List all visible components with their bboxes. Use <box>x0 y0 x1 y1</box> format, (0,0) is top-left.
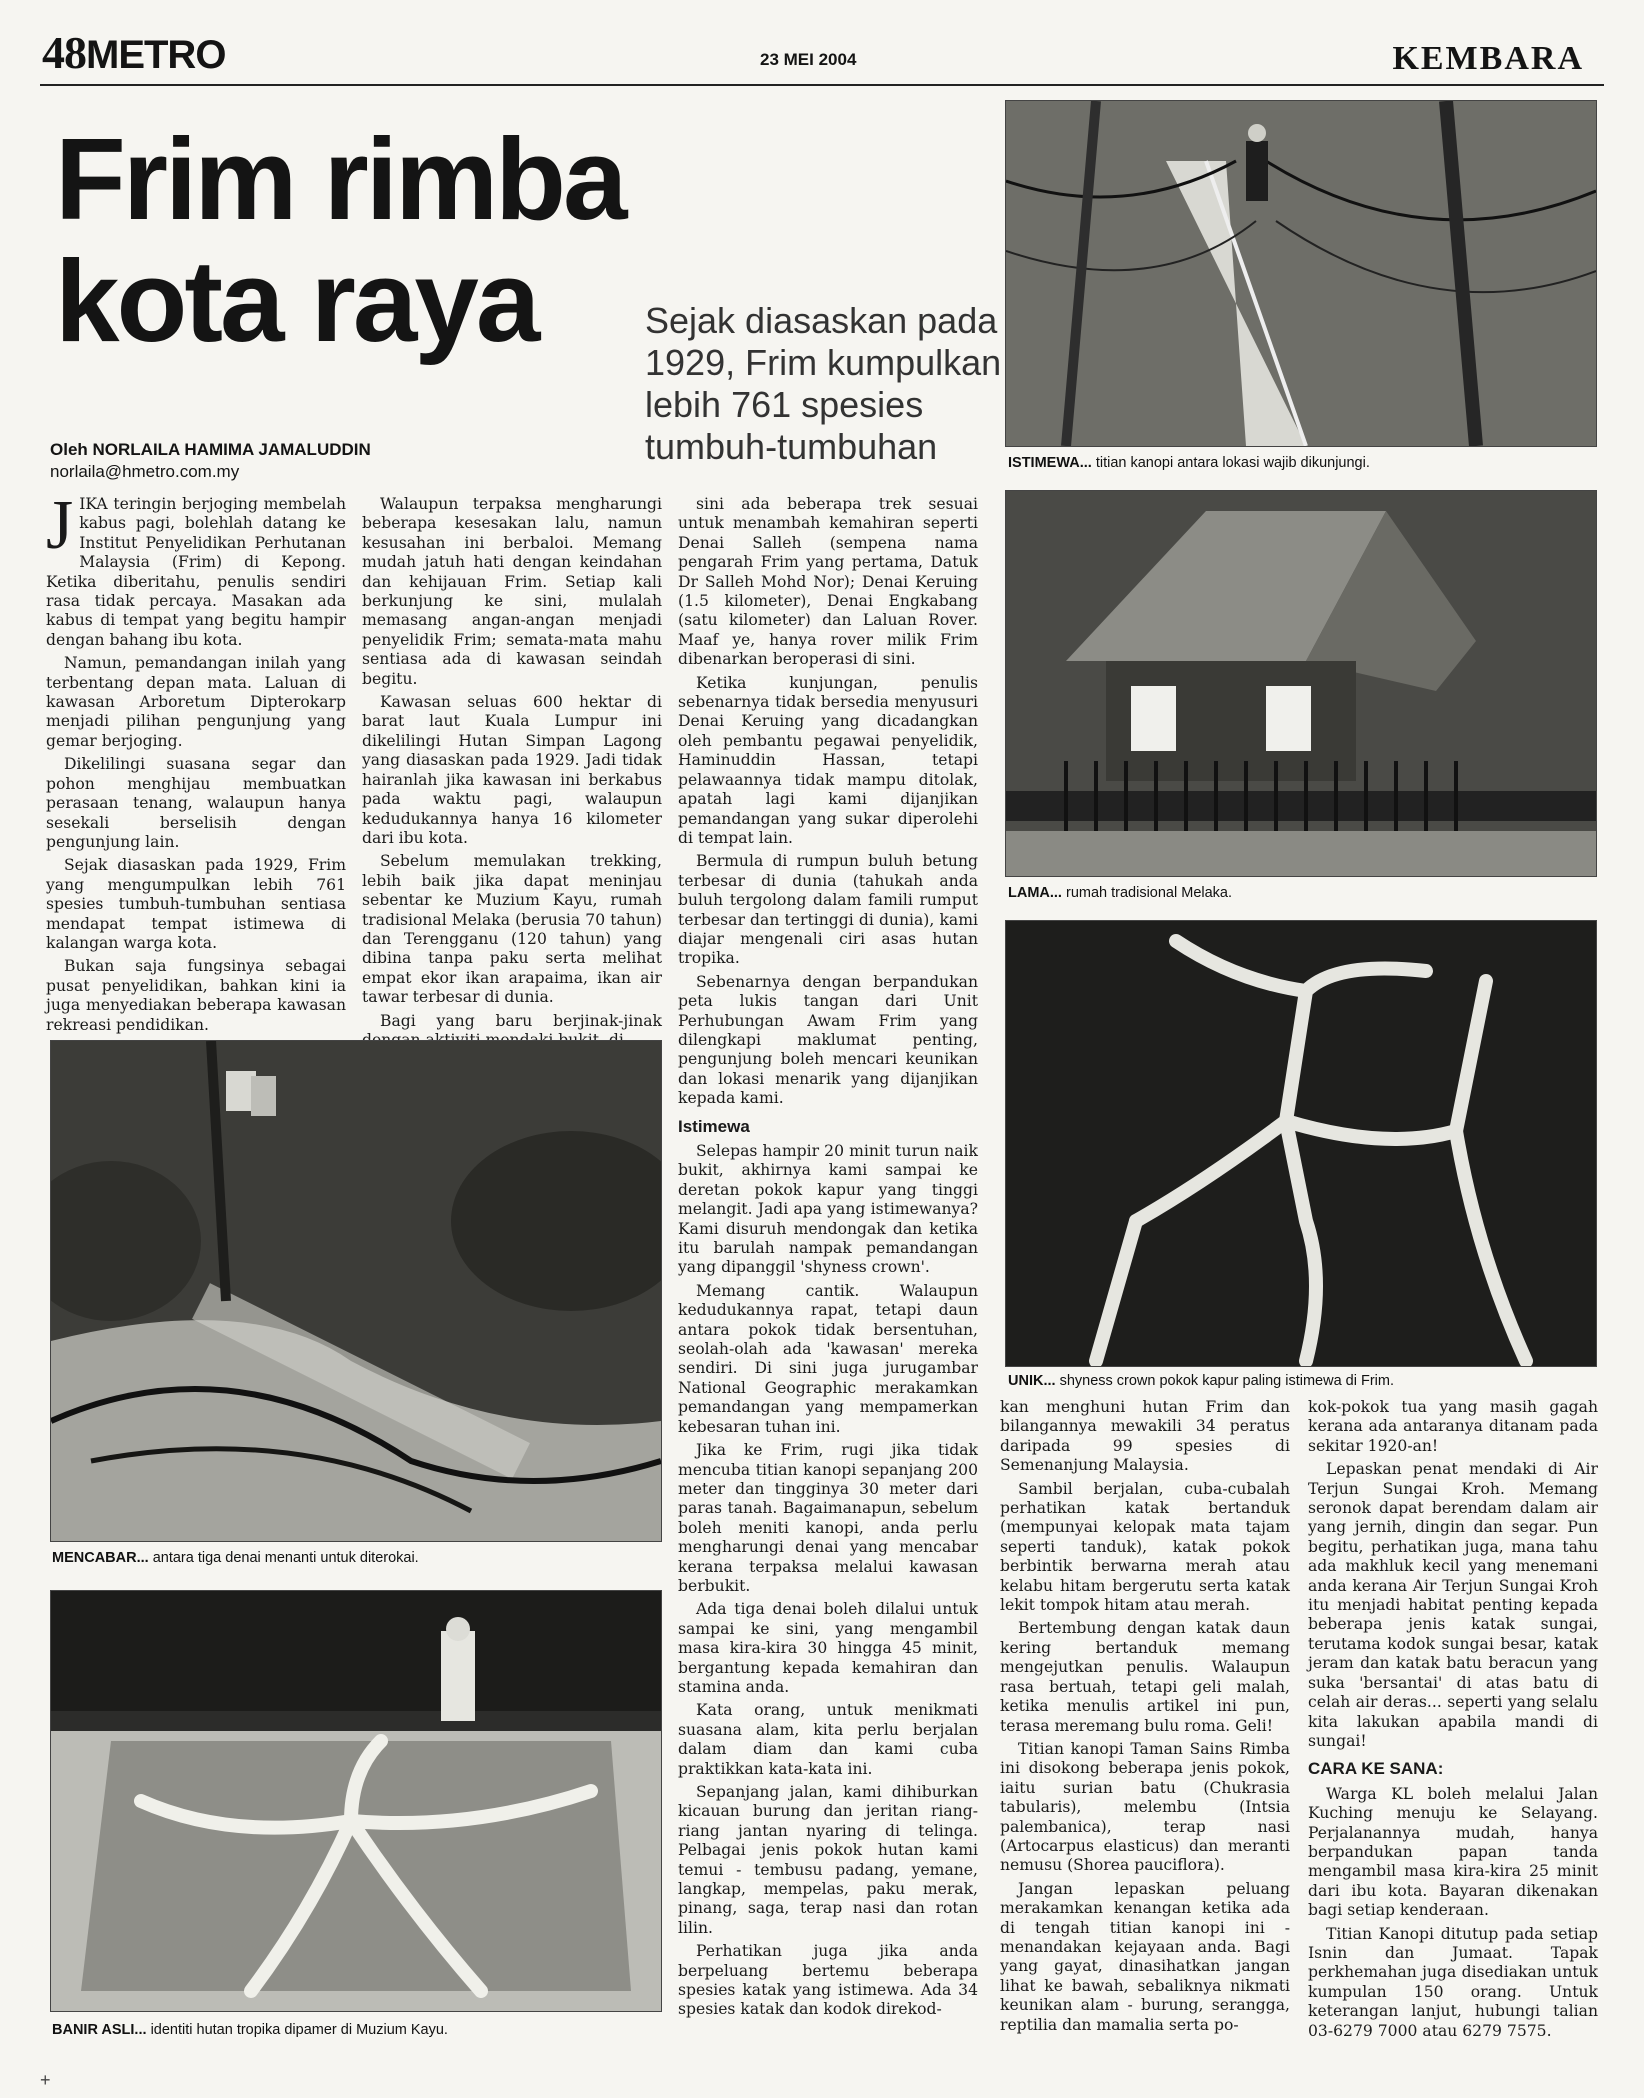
paragraph: kok-pokok tua yang masih gagah kerana ada antaranya ditanam pada sekitar 1920-an! <box>1308 1398 1598 1455</box>
paragraph: Sejak diasaskan pada 1929, Frim yang mengumpulkan lebih 761 spesies tumbuh-tumbuhan sentiasa mendapat tempat istimewa di kalangan warga kota. <box>46 856 346 952</box>
headline-line-2: kota raya <box>55 236 538 366</box>
issue-date: 23 MEI 2004 <box>760 50 857 69</box>
paragraph: JIKA teringin berjoging membelah kabus pagi, bolehlah datang ke Institut Penyelidikan Perhutanan Malaysia (Frim) di Kepong. Ketika diberitahu, penulis sendiri rasa tidak percaya. Masakan ada kabus di tempat yang begitu hampir dengan bahang ibu kota. <box>46 487 346 649</box>
paragraph: Ada tiga denai boleh dilalui untuk sampai ke sini, yang mengambil masa kira-kira 30 hingga 45 minit, bergantung kepada kemahiran dan stamina anda. <box>678 1600 978 1696</box>
article-column-2 <box>362 495 662 1054</box>
article-column-3 <box>678 495 978 2024</box>
subhead-istimewa: Istimewa <box>678 1116 750 1136</box>
trail-caption: MENCABAR... antara tiga denai menanti untuk diterokai. <box>52 1550 419 1566</box>
traditional-house-photo <box>1005 490 1597 877</box>
paragraph: Memang cantik. Walaupun kedudukannya rapat, tetapi daun antara pokok tidak bersentuhan, seolah-olah ada 'kawasan' mereka sendiri. Di sini juga jurugambar National Geographic merakamkan pemandangan yang mempamerkan kebesaran tuhan ini. <box>678 1281 978 1436</box>
author-email: norlaila@hmetro.com.my <box>50 462 240 481</box>
paragraph: Kawasan seluas 600 hektar di barat laut Kuala Lumpur ini dikelilingi Hutan Simpan Lagong yang diasaskan pada 1929. Jadi tidak hairanlah jika kawasan ini berkabus pada waktu pagi, walaupun kedudukannya hanya 16 kilometer dari ibu kota. <box>362 693 662 847</box>
crown-caption: UNIK... shyness crown pokok kapur paling istimewa di Frim. <box>1008 1373 1394 1389</box>
paragraph: Ketika kunjungan, penulis sebenarnya tidak bersedia menyusuri Denai Keruing yang dicadangkan oleh pembantu pegawai penyelidik, Haminuddin Hassan, tetapi pelawaannya tidak mampu ditolak, apatah lagi kami dijanjikan pemandangan yang sukar diperolehi di tempat lain. <box>678 673 978 847</box>
page-number: 48METRO <box>42 27 226 78</box>
paragraph: Walaupun terpaksa mengharungi beberapa kesesakan lalu, namun kesusahan ini berbaloi. Memang mudah jatuh hati dengan keindahan dan kehijauan Frim. Setiap kali berkunjung ke sini, mulalah memasang angan-angan menjadi penyelidik Frim; semata-mata mahu sentiasa ada di kawasan seindah begitu. <box>362 495 662 688</box>
paragraph: Bagi yang baru berjinak-jinak <box>380 1011 662 1030</box>
house-caption: LAMA... rumah tradisional Melaka. <box>1008 885 1233 901</box>
forest-trail-photo <box>50 1040 662 1542</box>
headline <box>55 114 655 366</box>
article-deck: Sejak diasaskan pada 1929, Frim kumpulkan lebih 761 spesies tumbuh-tumbuhan <box>645 300 1002 467</box>
article-column-1 <box>46 487 346 1039</box>
paragraph: sini ada beberapa trek sesuai untuk menambah kemahiran seperti Denai Salleh (sempena nama pengarah Frim yang pertama, Datuk Dr Salleh Mohd Nor); Denai Keruing (1.5 kilometer), Denai Engkabang (satu kilometer) dan Laluan Rover. Maaf ye, hanya rover milik Frim dibenarkan beroperasi di sini. <box>678 495 978 669</box>
paragraph: Dikelilingi suasana segar dan pohon menghijau membuatkan perasaan tenang, walaupun hanya sesekali berselisih dengan pengunjung lain. <box>46 755 346 851</box>
drop-cap: J <box>46 487 74 564</box>
article-column-5 <box>1308 1398 1598 2045</box>
paragraph: Sambil berjalan, cuba-cubalah perhatikan katak bertanduk (mempunyai kelopak mata tajam seperti tanduk), katak pokok berbintik berwarna merah atau kelabu hitam bergerutu serta katak lekit tompok hitam atau merah. <box>1000 1479 1290 1615</box>
subhead-cara-ke-sana: CARA KE SANA: <box>1308 1759 1444 1779</box>
paragraph: Sebelum memulakan trekking, lebih baik jika dapat meninjau sebentar ke Muzium Kayu, rumah tradisional Melaka (berusia 70 tahun) dan Terengganu (120 tahun) yang dibina tanpa paku serta melihat empat ekor ikan arapaima, ikan air tawar terbesar di dunia. <box>362 852 662 1007</box>
paragraph: Kata orang, untuk menikmati suasana alam, kita perlu berjalan dalam diam dan kami cuba praktikkan kata-kata ini. <box>678 1701 978 1778</box>
paragraph: kan menghuni hutan Frim dan bilangannya mewakili 34 peratus daripada 99 spesies di Semenanjung Malaysia. <box>1000 1398 1290 1475</box>
byline: Oleh NORLAILA HAMIMA JAMALUDDIN <box>50 440 371 459</box>
paragraph: Titian Kanopi ditutup pada setiap Isnin dan Jumaat. Tapak perkhemahan juga disediakan untuk kumpulan 150 orang. Untuk keterangan lanjut, hubungi talian 03-6279 7000 atau 6279 7575. <box>1308 1924 1598 2040</box>
paragraph: Sepanjang jalan, kami dihiburkan kicauan burung dan jeritan riang-riang jantan nyaring di telinga. Pelbagai jenis pokok hutan kami temui - tembusu padang, yemane, langkap, mempelas, paku merak, pinang, saga, terap nasi dan rotan lilin. <box>678 1783 978 1937</box>
paragraph: Jangan lepaskan peluang merakamkan kenangan ketika ada di tengah titian kanopi ini - menandakan kejayaan anda. Bagi yang gayat, dinasihatkan jangan lihat ke bawah, sebaliknya nikmati keunikan alam - burung, serangga, reptilia dan mamalia serta po- <box>1000 1879 1290 2034</box>
roots-caption: BANIR ASLI... identiti hutan tropika dipamer di Muzium Kayu. <box>52 2022 448 2038</box>
paragraph: Warga KL boleh melalui Jalan Kuching menuju ke Selayang. Perjalanannya mudah, hanya berpandukan papan tanda mengambil masa kira-kira 25 minit dari ibu kota. Bayaran dikenakan bagi setiap kenderaan. <box>1308 1784 1598 1920</box>
canopy-caption: ISTIMEWA... titian kanopi antara lokasi wajib dikunjungi. <box>1008 455 1370 471</box>
paragraph: Selepas hampir 20 minit turun naik bukit, akhirnya kami sampai ke deretan pokok kapur yang tinggi melangit. Jadi apa yang istimewanya? Kami disuruh mendongak dan ketika itu barulah nampak pemandangan yang dipanggil 'shyness crown'. <box>678 1142 978 1277</box>
section-name: KEMBARA <box>1392 40 1584 77</box>
paragraph: Bertembung dengan katak daun kering bertanduk memang mengejutkan penulis. Walaupun rasa bertuah, tetapi geli malah, ketika menulis artikel ini pun, terasa meremang bulu roma. Geli! <box>1000 1619 1290 1735</box>
paragraph: Bermula di rumpun buluh betung terbesar di dunia (tahukah anda buluh tergolong dalam famili rumput terbesar dan tertinggi di dunia), kami diajar mengenali ciri asas hutan tropika. <box>678 852 978 968</box>
article-column-4 <box>1000 1398 1290 2039</box>
paragraph: Namun, pemandangan inilah yang terbentang depan mata. Laluan di kawasan Arboretum Dipterokarp menjadi pilihan pengunjung yang gemar berjoging. <box>46 654 346 750</box>
buttress-roots-photo <box>50 1590 662 2012</box>
paragraph: Bukan saja fungsinya sebagai pusat penyelidikan, bahkan kini ia juga menyediakan beberapa kawasan rekreasi pendidikan. <box>46 957 346 1034</box>
canopy-walkway-photo <box>1005 100 1597 447</box>
paragraph: Titian kanopi Taman Sains Rimba ini disokong beberapa jenis pokok, iaitu surian batu (Chukrasia tabularis), melembu (Intsia palembanica), terap nasi (Artocarpus elasticus) dan meranti nemusu (Shorea pauciflora). <box>1000 1739 1290 1875</box>
shyness-crown-photo <box>1005 920 1597 1367</box>
crop-mark: + <box>40 2070 51 2090</box>
paragraph: Perhatikan juga jika anda berpeluang bertemu beberapa spesies katak yang istimewa. Ada 34 spesies katak dan kodok direkod- <box>678 1942 978 2019</box>
paragraph: Sebenarnya dengan berpandukan peta lukis tangan dari Unit Perhubungan Awam Frim yang dilengkapi maklumat penting, pengunjung boleh mencari keunikan dan lokasi menarik yang dijanjikan kepada kami. <box>678 972 978 1108</box>
paragraph: Jika ke Frim, rugi jika tidak mencuba titian kanopi sepanjang 200 meter dan tingginya 30 meter dari paras tanah. Bagaimanapun, sebelum boleh meniti kanopi, anda perlu mengharungi denai yang mencabar kerana terpaksa melalui kawasan berbukit. <box>678 1441 978 1595</box>
headline-line-1: Frim rimba <box>55 114 625 244</box>
header-divider <box>40 84 1604 86</box>
paragraph: Lepaskan penat mendaki di Air Terjun Sungai Kroh. Memang seronok dapat berendam dalam air yang jernih, dingin dan segar. Pun begitu, perhatikan juga, mana tahu ada makhluk kecil yang menemani anda kerana Air Terjun Sungai Kroh itu menjadi habitat penting kepada beberapa jenis katak sungai, terutama kodok sungai besar, katak jeram dan katak batu beracun yang suka 'bersantai' di atas batu di celah air deras... seperti yang selalu kita lakukan apabila mandi di sungai! <box>1308 1460 1598 1750</box>
publication-logo: METRO <box>86 33 226 77</box>
